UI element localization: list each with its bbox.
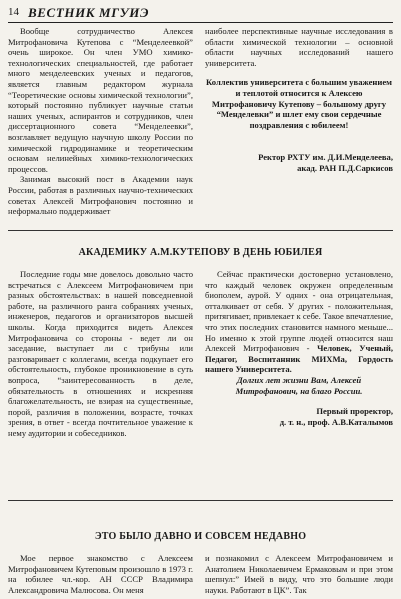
rector-signature-line-2: акад. РАН П.Д.Саркисов <box>297 162 393 173</box>
page-header <box>8 4 393 23</box>
section-1-right-column <box>205 269 393 427</box>
top-left-paragraph-1: Вообще сотрудничество Алексея Митрофановича Кутепова с “Менделеевкой” очень широкое. Он член УМО химико-технологических специальностей, где работает много менделеевских ученых и педагогов, является главным редактором журнала “Теоретические основы химической технологии”, который постоянно публикует научные статьи наших ученых, аспирантов и сотрудников, член диссертационного совета “Менделеевки”, возглавляет ведущую научную школу России по химической гидродинамике и теоретическим основам нелинейных химико-технологических процессов. <box>8 26 193 174</box>
section-2-right-column <box>205 553 393 595</box>
journal-masthead: ВЕСТНИК МГУИЭ <box>28 5 150 20</box>
section-1-left-text: Последние годы мне довелось довольно часто встречаться с Алексеем Митрофановичем при разных обстоятельствах: в нашей повседневной работе, на различного ранга собраниях ученых, инженеров, педагогов и организаторов высшей школы. Когда приходится видеть Алексея Митрофановича со стороны - ведет ли он заседание, выступает ли с трибуны или разговаривает с коллегами, всегда подкупает его обстоятельность, глубокое проникновение в суть вопроса, “заинтересованность в деле, обязательность в отношениях и искренняя благожелательность, не взирая на существенные, порой, различия в положении, возрасте, точках зрения, в ответ - всегда почтительное уважение к нему аудитории и собеседников. <box>8 269 193 438</box>
section-2-left-column <box>8 553 193 595</box>
top-left-column <box>8 26 193 217</box>
section-1-right-text: Сейчас практически достоверно установлено, что каждый человек окружен определенным биополем, аурой. У одних - она отрицательная, отталкивает от себя. У других - положительная, притягивает, привлекает к себе. Такое впечатление, что этих последних становится намного меньше... Но именно к этой группе людей относится наш Алексей Митрофанович - <box>205 269 393 354</box>
section-divider-2 <box>8 500 393 501</box>
section-2-title: ЭТО БЫЛО ДАВНО И СОВСЕМ НЕДАВНО <box>94 531 307 542</box>
section-2-left-text: Мое первое знакомство с Алексеем Митрофановичем Кутеповым произошло в 1973 г. на юбилее чл.-кор. АН СССР Владимира Александровича Малюсова. Он меня <box>8 553 193 595</box>
rector-signature-line-1: Ректор РХТУ им. Д.И.Менделеева, <box>258 152 393 163</box>
birthday-wish: Долгих лет жизни Вам, Алексей Митрофанович, на благо России. <box>235 374 363 396</box>
section-divider-1 <box>8 230 393 231</box>
section-1-left-column <box>8 269 193 439</box>
top-right-paragraph-1: наиболее перспективные научные исследования в области химической технологии – основной области научных исследований нашего университета. <box>205 26 393 68</box>
section-1-title: АКАДЕМИКУ А.М.КУТЕПОВУ В ДЕНЬ ЮБИЛЕЯ <box>78 247 323 258</box>
page-number: 14 <box>8 6 19 18</box>
prorector-signature-line-2: д. т. н., проф. А.В.Каталымов <box>279 416 393 427</box>
prorector-signature-line-1: Первый проректор, <box>316 406 393 417</box>
top-right-column <box>205 26 393 174</box>
section-1-right-bold-text: Человек, Ученый, Педагог, Воспитанник МИХМа, Гордость нашего Университета. <box>205 343 393 375</box>
top-left-paragraph-2: Занимая высокий пост в Академии наук России, работая в различных научно-технических советах Алексей Митрофанович постоянно и неформально поддерживает <box>8 174 193 217</box>
section-2-right-text: и познакомил с Алексеем Митрофановичем и Анатолием Николаевичем Ермаковым и при этом шепнул:” Имей в виду, что это большие люди науки. Работают в ЦК”. Так <box>205 553 393 595</box>
university-greeting: Коллектив университета с большим уважением и теплотой относится к Алексею Митрофановичу Кутепову – большому другу “Менделевки” и шлет ему свои сердечные поздравления с юбилеем! <box>205 77 392 130</box>
